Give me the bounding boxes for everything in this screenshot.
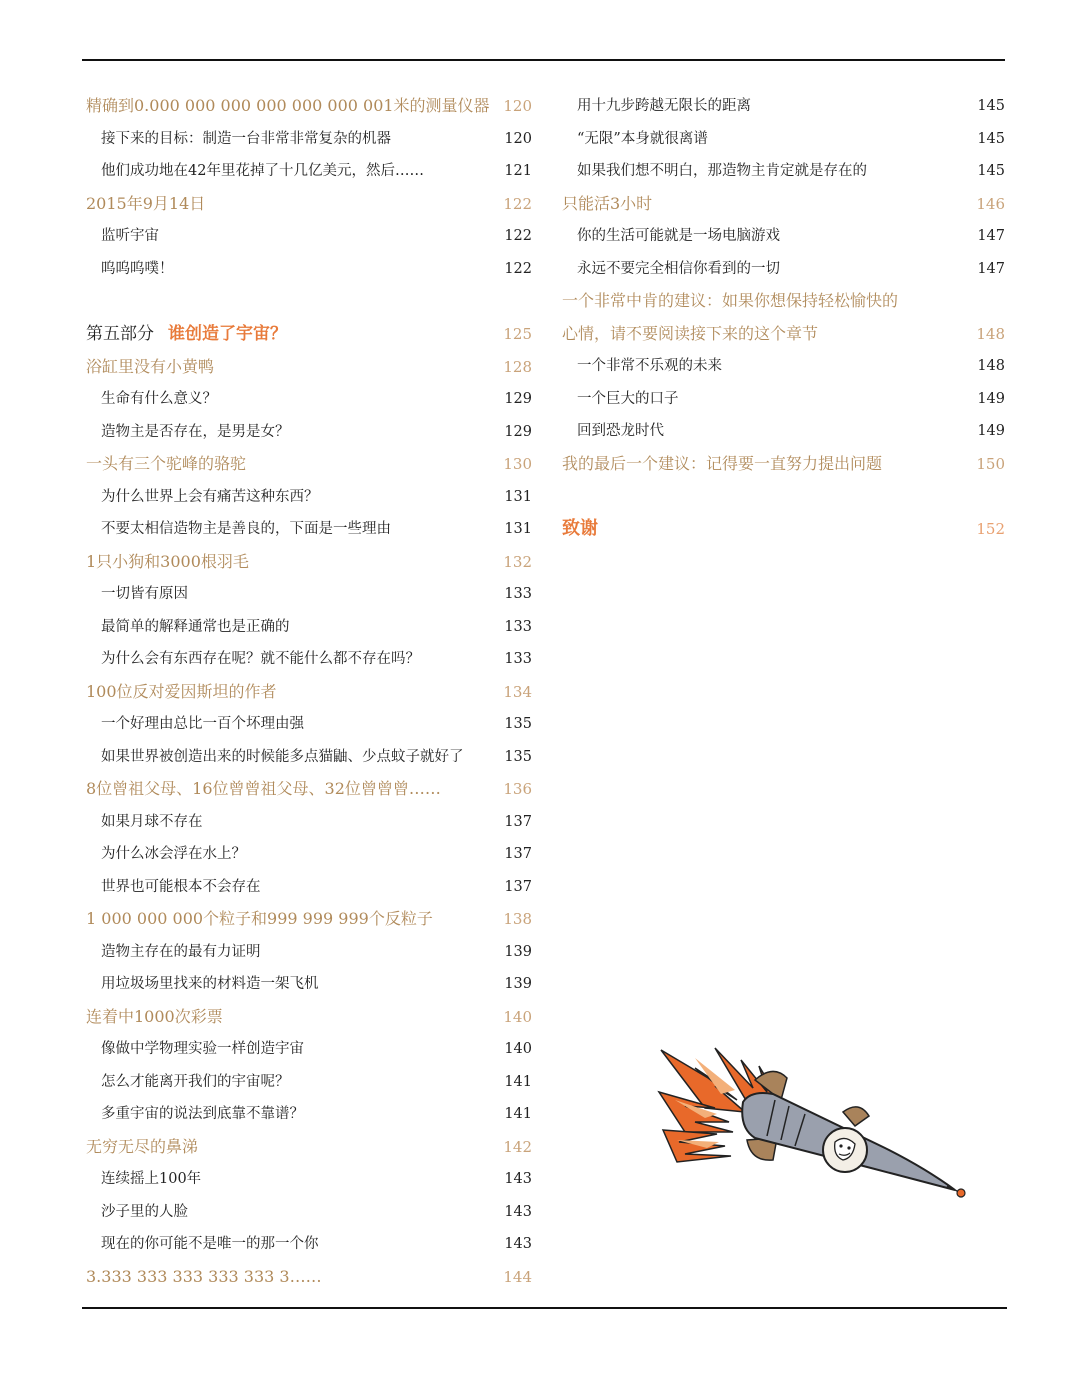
toc-entry-title: 用垃圾场里找来的材料造一架飞机 xyxy=(101,976,319,992)
rocket-icon xyxy=(655,1030,975,1205)
toc-entry-title: “无限”本身就很离谱 xyxy=(577,130,708,147)
toc-section-entry[interactable] xyxy=(562,220,1005,253)
toc-page-number: 146 xyxy=(976,194,1005,213)
toc-entry-title: 连着中1000次彩票 xyxy=(86,1006,223,1026)
toc-section-entry[interactable] xyxy=(86,1196,532,1229)
toc-entry-title: 如果我们想不明白，那造物主肯定就是存在的 xyxy=(577,163,867,179)
toc-chapter-entry[interactable] xyxy=(86,546,532,579)
toc-entry-title: 他们成功地在42年里花掉了十几亿美元，然后…… xyxy=(101,163,424,179)
toc-section-entry[interactable] xyxy=(86,643,532,676)
toc-page-number: 145 xyxy=(977,163,1005,179)
toc-page-number: 143 xyxy=(504,1171,532,1187)
toc-page-number: 149 xyxy=(977,390,1005,407)
toc-section-entry[interactable] xyxy=(86,1066,532,1099)
toc-entry-title: 永远不要完全相信你看到的一切 xyxy=(577,260,780,277)
toc-entry-title: 现在的你可能不是唯一的那一个你 xyxy=(101,1236,319,1252)
toc-page-number: 152 xyxy=(976,520,1005,538)
toc-entry-title: 只能活3小时 xyxy=(562,193,653,213)
toc-page-number: 137 xyxy=(504,878,532,895)
part-label: 第五部分 xyxy=(86,324,154,344)
toc-entry-title: 最简单的解释通常也是正确的 xyxy=(101,618,290,635)
toc-entry-title: 一头有三个驼峰的骆驼 xyxy=(86,454,247,473)
toc-page-number: 144 xyxy=(503,1267,532,1286)
toc-entry-title: 接下来的目标：制造一台非常非常复杂的机器 xyxy=(101,130,391,147)
toc-page-number: 132 xyxy=(503,552,532,571)
toc-acknowledgement-entry[interactable] xyxy=(562,513,1005,546)
toc-spacer xyxy=(86,285,532,318)
toc-page-number: 122 xyxy=(503,194,532,213)
toc-chapter-entry[interactable] xyxy=(86,188,532,221)
toc-page-number: 122 xyxy=(504,228,532,244)
toc-page-number: 133 xyxy=(504,651,532,667)
toc-page-number: 143 xyxy=(504,1236,532,1252)
toc-entry-title: 回到恐龙时代 xyxy=(577,423,664,439)
toc-part-entry[interactable] xyxy=(86,318,532,351)
toc-section-entry[interactable] xyxy=(86,155,532,188)
part-name: 谁创造了宇宙？ xyxy=(168,324,287,344)
toc-page-number: 142 xyxy=(503,1137,532,1156)
toc-section-entry[interactable] xyxy=(562,90,1005,123)
toc-page-number: 135 xyxy=(504,748,532,765)
toc-section-entry[interactable] xyxy=(562,253,1005,286)
toc-page-number: 121 xyxy=(504,163,532,179)
toc-page-number: 145 xyxy=(977,98,1005,114)
toc-entry-title: 连续摇上100年 xyxy=(101,1171,202,1187)
toc-chapter-entry[interactable] xyxy=(562,285,1005,318)
toc-page-number: 128 xyxy=(503,357,532,376)
toc-page-number: 147 xyxy=(977,228,1005,244)
toc-page-number: 141 xyxy=(504,1073,532,1090)
toc-page-number: 120 xyxy=(504,130,532,147)
toc-section-entry[interactable] xyxy=(562,155,1005,188)
toc-section-entry[interactable] xyxy=(86,1163,532,1196)
toc-chapter-entry[interactable] xyxy=(86,448,532,481)
toc-chapter-entry[interactable] xyxy=(562,448,1005,481)
toc-chapter-entry[interactable] xyxy=(86,1131,532,1164)
toc-page-number: 139 xyxy=(504,943,532,960)
toc-entry-title: 你的生活可能就是一场电脑游戏 xyxy=(577,228,780,244)
toc-section-entry[interactable] xyxy=(86,578,532,611)
toc-section-entry[interactable] xyxy=(86,708,532,741)
toc-section-entry[interactable] xyxy=(86,1033,532,1066)
toc-entry-title: 1只小狗和3000根羽毛 xyxy=(86,551,249,571)
toc-page-number: 140 xyxy=(504,1041,532,1057)
toc-section-entry[interactable] xyxy=(86,513,532,546)
toc-entry-title: 3.333 333 333 333 333 3…… xyxy=(86,1266,322,1286)
bottom-rule xyxy=(82,1307,1007,1309)
toc-section-entry[interactable] xyxy=(86,806,532,839)
toc-chapter-entry[interactable] xyxy=(86,90,532,123)
toc-section-entry[interactable] xyxy=(562,350,1005,383)
toc-chapter-entry[interactable] xyxy=(86,676,532,709)
toc-entry-title: 监听宇宙 xyxy=(101,228,159,244)
toc-spacer xyxy=(562,480,1005,513)
toc-entry-title: 我的最后一个建议：记得要一直努力提出问题 xyxy=(562,453,883,473)
toc-entry-title: 造物主存在的最有力证明 xyxy=(101,943,261,960)
toc-section-entry[interactable] xyxy=(86,1098,532,1131)
toc-page-number: 135 xyxy=(504,716,532,732)
toc-entry-title: 心情，请不要阅读接下来的这个章节 xyxy=(562,323,819,343)
top-rule xyxy=(82,59,1005,61)
toc-entry-title: 如果月球不存在 xyxy=(101,813,203,830)
toc-entry-title: 用十九步跨越无限长的距离 xyxy=(577,98,751,114)
toc-chapter-entry[interactable] xyxy=(86,773,532,806)
toc-entry-title: 沙子里的人脸 xyxy=(101,1203,188,1220)
toc-chapter-entry[interactable] xyxy=(562,318,1005,351)
toc-entry-title: 一个非常不乐观的未来 xyxy=(577,358,722,374)
toc-chapter-entry[interactable] xyxy=(86,1001,532,1034)
toc-entry-title: 为什么世界上会有痛苦这种东西？ xyxy=(101,488,319,505)
toc-entry-title: 精确到0.000 000 000 000 000 000 001米的测量仪器 xyxy=(86,96,490,115)
toc-entry-title: 生命有什么意义？ xyxy=(101,391,217,407)
toc-entry-title: 多重宇宙的说法到底靠不靠谱？ xyxy=(101,1106,304,1122)
toc-page-number: 125 xyxy=(503,325,532,343)
toc-page-number: 143 xyxy=(504,1203,532,1220)
toc-page-number: 122 xyxy=(504,260,532,277)
toc-entry-title: 一个好理由总比一百个坏理由强 xyxy=(101,716,304,732)
toc-right-column xyxy=(562,90,1005,546)
toc-page-number: 129 xyxy=(504,423,532,440)
toc-part-title xyxy=(86,318,287,351)
toc-section-entry[interactable] xyxy=(86,416,532,449)
toc-section-entry[interactable] xyxy=(86,123,532,156)
toc-section-entry[interactable] xyxy=(86,838,532,871)
toc-page-number: 129 xyxy=(504,391,532,407)
toc-page-number: 134 xyxy=(503,682,532,701)
toc-entry-title: 为什么会有东西存在呢？就不能什么都不存在吗？ xyxy=(101,651,420,667)
toc-entry-title: 一切皆有原因 xyxy=(101,586,188,602)
toc-entry-title: 为什么冰会浮在水上？ xyxy=(101,846,246,862)
toc-entry-title: 如果世界被创造出来的时候能多点猫鼬、少点蚊子就好了 xyxy=(101,748,464,765)
toc-entry-title: 致谢 xyxy=(562,518,598,539)
toc-chapter-entry[interactable] xyxy=(86,351,532,384)
toc-entry-title: 8位曾祖父母、16位曾曾祖父母、32位曾曾曾…… xyxy=(86,779,441,798)
toc-page-number: 150 xyxy=(976,454,1005,473)
toc-section-entry[interactable] xyxy=(86,968,532,1001)
toc-page-number: 148 xyxy=(976,324,1005,343)
toc-entry-title: 100位反对爱因斯坦的作者 xyxy=(86,681,277,701)
toc-page-number: 137 xyxy=(504,813,532,830)
toc-section-entry[interactable] xyxy=(86,383,532,416)
toc-page-number: 137 xyxy=(504,846,532,862)
toc-page-number: 148 xyxy=(977,358,1005,374)
toc-page-number: 136 xyxy=(503,780,532,798)
toc-section-entry[interactable] xyxy=(86,936,532,969)
toc-page-number: 140 xyxy=(503,1007,532,1026)
toc-section-entry[interactable] xyxy=(86,871,532,904)
toc-page-number: 131 xyxy=(504,521,532,537)
toc-page-number: 131 xyxy=(504,488,532,505)
toc-page-number: 133 xyxy=(504,586,532,602)
toc-section-entry[interactable] xyxy=(86,481,532,514)
toc-section-entry[interactable] xyxy=(86,253,532,286)
toc-page-number: 149 xyxy=(977,423,1005,439)
toc-chapter-entry[interactable] xyxy=(562,188,1005,221)
toc-page-number: 133 xyxy=(504,618,532,635)
toc-entry-title: 世界也可能根本不会存在 xyxy=(101,878,261,895)
toc-section-entry[interactable] xyxy=(86,220,532,253)
toc-section-entry[interactable] xyxy=(562,123,1005,156)
toc-page-number: 141 xyxy=(504,1106,532,1122)
toc-chapter-entry[interactable] xyxy=(86,1261,532,1294)
toc-entry-title: 1 000 000 000个粒子和999 999 999个反粒子 xyxy=(86,909,433,928)
toc-entry-title: 一个非常中肯的建议：如果你想保持轻松愉快的 xyxy=(562,291,899,310)
toc-section-entry[interactable] xyxy=(562,383,1005,416)
toc-section-entry[interactable] xyxy=(86,1228,532,1261)
toc-section-entry[interactable] xyxy=(86,611,532,644)
toc-section-entry[interactable] xyxy=(86,741,532,774)
toc-entry-title: 无穷无尽的鼻涕 xyxy=(86,1136,199,1156)
toc-page-number: 130 xyxy=(503,455,532,473)
toc-page-number: 147 xyxy=(977,260,1005,277)
toc-entry-title: 2015年9月14日 xyxy=(86,193,206,213)
toc-page-number: 138 xyxy=(503,910,532,928)
toc-page-number: 120 xyxy=(503,97,532,115)
toc-left-column xyxy=(86,90,532,1293)
toc-entry-title: 怎么才能离开我们的宇宙呢？ xyxy=(101,1073,290,1090)
toc-entry-title: 一个巨大的口子 xyxy=(577,390,679,407)
toc-section-entry[interactable] xyxy=(562,415,1005,448)
toc-entry-title: 浴缸里没有小黄鸭 xyxy=(86,356,215,376)
toc-chapter-entry[interactable] xyxy=(86,903,532,936)
toc-entry-title: 呜呜呜噗！ xyxy=(101,260,174,277)
toc-entry-title: 像做中学物理实验一样创造宇宙 xyxy=(101,1041,304,1057)
toc-entry-title: 造物主是否存在，是男是女？ xyxy=(101,423,290,440)
toc-page-number: 145 xyxy=(977,130,1005,147)
toc-page-number: 139 xyxy=(504,976,532,992)
toc-entry-title: 不要太相信造物主是善良的，下面是一些理由 xyxy=(101,521,391,537)
